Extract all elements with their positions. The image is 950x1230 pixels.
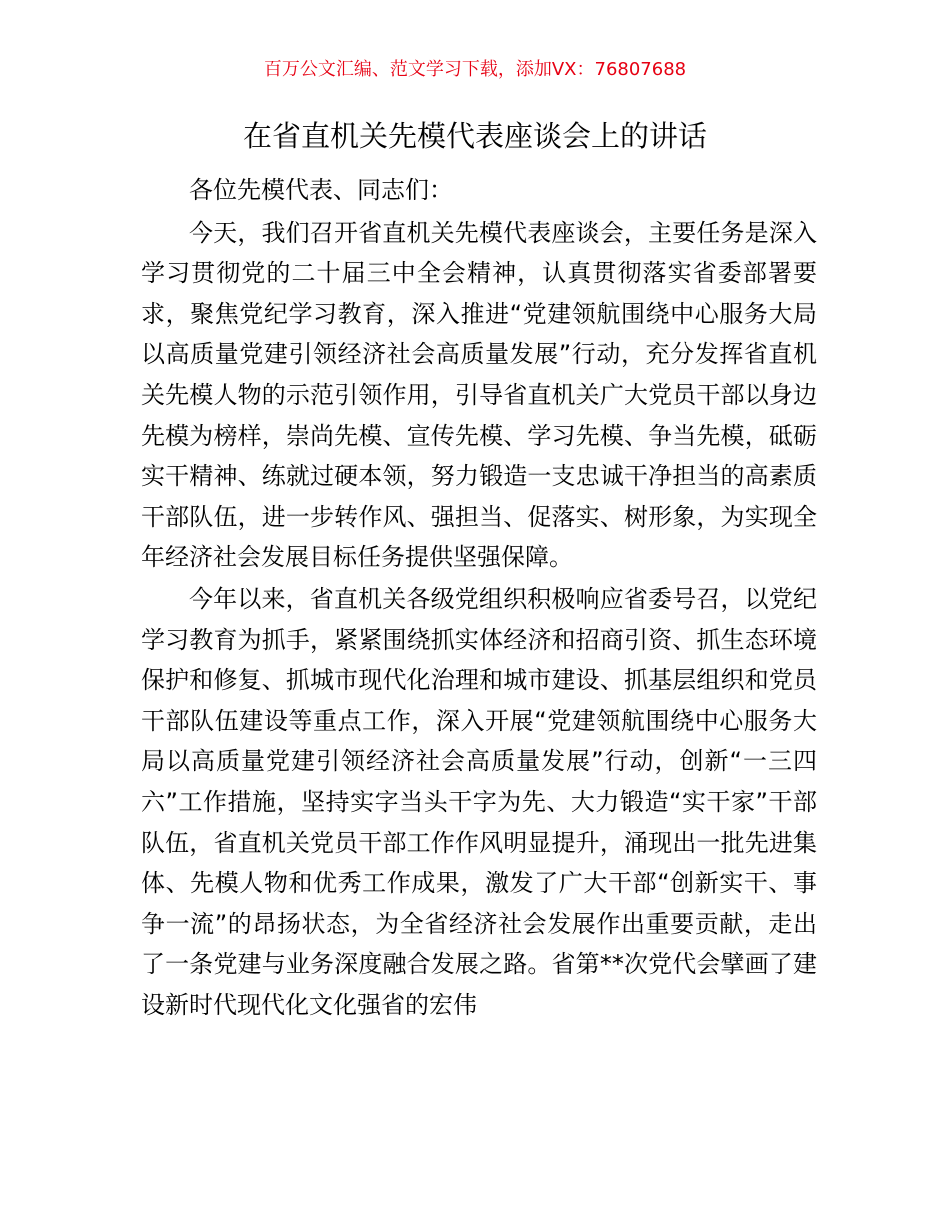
document-body [141, 170, 817, 1025]
paragraph-1: 今天，我们召开省直机关先模代表座谈会，主要任务是深入学习贯彻党的二十届三中全会精神，认真贯彻落实省委部署要求，聚焦党纪学习教育，深入推进“党建领航围绕中心服务大局以高质量党建引领经济社会高质量发展”行动，充分发挥省直机关先模人物的示范引领作用，引导省直机关广大党员干部以身边先模为榜样，崇尚先模、宣传先模、学习先模、争当先模，砥砺实干精神、练就过硬本领，努力锻造一支忠诚干净担当的高素质干部队伍，进一步转作风、强担当、促落实、树形象，为实现全年经济社会发展目标任务提供坚强保障。 [141, 218, 817, 572]
watermark-header: 百万公文汇编、范文学习下载，添加VX：76807688 [263, 59, 687, 80]
paragraph-2: 今年以来，省直机关各级党组织积极响应省委号召，以党纪学习教育为抓手，紧紧围绕抓实体经济和招商引资、抓生态环境保护和修复、抓城市现代化治理和城市建设、抓基层组织和党员干部队伍建设等重点工作，深入开展“党建领航围绕中心服务大局以高质量党建引领经济社会高质量发展”行动，创新“一三四六”工作措施，坚持实字当头干字为先、大力锻造“实干家”干部队伍，省直机关党员干部工作作风明显提升，涌现出一批先进集体、先模人物和优秀工作成果，激发了广大干部“创新实干、事争一流”的昂扬状态，为全省经济社会发展作出重要贡献，走出了一条党建与业务深度融合发展之路。省第**次党代会擘画了建设新时代现代化文化强省的宏伟 [141, 584, 817, 1019]
document-title: 在省直机关先模代表座谈会上的讲话 [242, 119, 707, 153]
salutation: 各位先模代表、同志们： [189, 176, 453, 204]
